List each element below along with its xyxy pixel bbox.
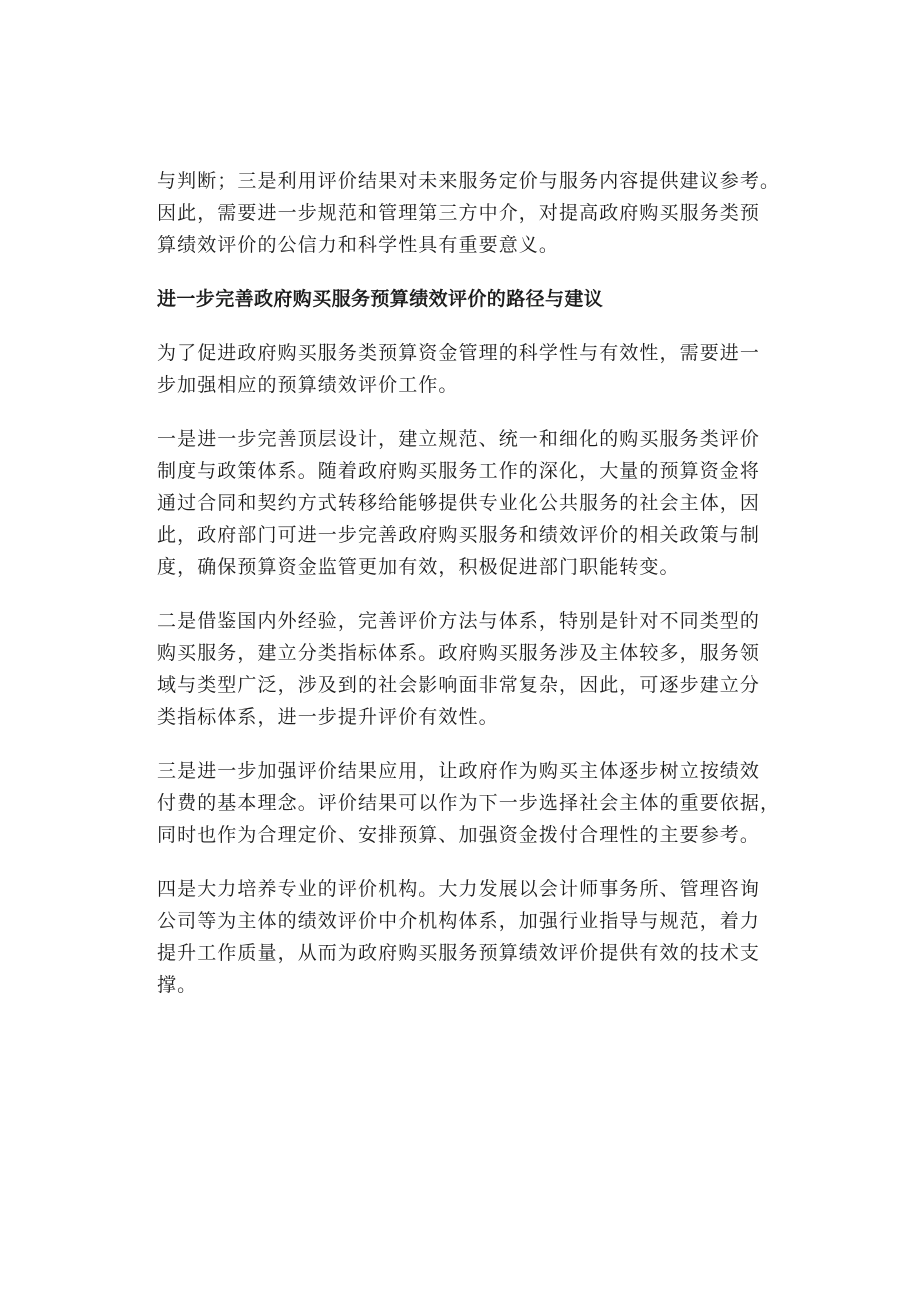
opening-paragraph [157, 337, 777, 401]
text-line: 四是大力培养专业的评价机构。大力发展以会计师事务所、管理咨询 [157, 878, 761, 900]
text-line: 与判断；三是利用评价结果对未来服务定价与服务内容提供建议参考。 [157, 170, 781, 192]
point-four-paragraph [157, 873, 777, 1001]
text-line: 度，确保预算资金监管更加有效，积极促进部门职能转变。 [157, 556, 680, 578]
text-line: 购买服务，建立分类指标体系。政府购买服务涉及主体较多，服务领 [157, 642, 761, 664]
text-line: 制度与政策体系。随着政府购买服务工作的深化，大量的预算资金将 [157, 460, 761, 482]
text-line: 公司等为主体的绩效评价中介机构体系，加强行业指导与规范，着力 [157, 910, 761, 932]
text-line: 此，政府部门可进一步完善政府购买服务和绩效评价的相关政策与制 [157, 524, 761, 546]
paragraph-gap [157, 583, 777, 605]
paragraph-gap [157, 851, 777, 873]
text-line: 算绩效评价的公信力和科学性具有重要意义。 [157, 234, 560, 256]
intro-paragraph [157, 165, 781, 261]
paragraph-gap [157, 401, 777, 423]
text-line: 为了促进政府购买服务类预算资金管理的科学性与有效性，需要进一 [157, 342, 761, 364]
text-line: 撑。 [157, 974, 198, 996]
text-line: 同时也作为合理定价、安排预算、加强资金拨付合理性的主要参考。 [157, 824, 761, 846]
text-line: 步加强相应的预算绩效评价工作。 [157, 374, 459, 396]
paragraph-gap [157, 733, 777, 755]
text-line: 类指标体系，进一步提升评价有效性。 [157, 706, 499, 728]
text-line: 二是借鉴国内外经验，完善评价方法与体系，特别是针对不同类型的 [157, 610, 761, 632]
section-heading: 进一步完善政府购买服务预算绩效评价的路径与建议 [157, 288, 604, 310]
text-line: 付费的基本理念。评价结果可以作为下一步选择社会主体的重要依据， [157, 792, 781, 814]
text-line: 域与类型广泛，涉及到的社会影响面非常复杂，因此，可逐步建立分 [157, 674, 761, 696]
text-line: 通过合同和契约方式转移给能够提供专业化公共服务的社会主体，因 [157, 492, 761, 514]
text-line: 提升工作质量，从而为政府购买服务预算绩效评价提供有效的技术支 [157, 942, 761, 964]
point-two-paragraph [157, 605, 777, 733]
paragraph-gap [157, 261, 777, 283]
document-body [157, 165, 781, 1001]
paragraph-gap [157, 315, 777, 337]
point-three-paragraph [157, 755, 781, 851]
text-line: 三是进一步加强评价结果应用，让政府作为购买主体逐步树立按绩效 [157, 760, 761, 782]
text-line: 一是进一步完善顶层设计，建立规范、统一和细化的购买服务类评价 [157, 428, 761, 450]
point-one-paragraph [157, 423, 777, 583]
text-line: 因此，需要进一步规范和管理第三方中介，对提高政府购买服务类预 [157, 202, 761, 224]
